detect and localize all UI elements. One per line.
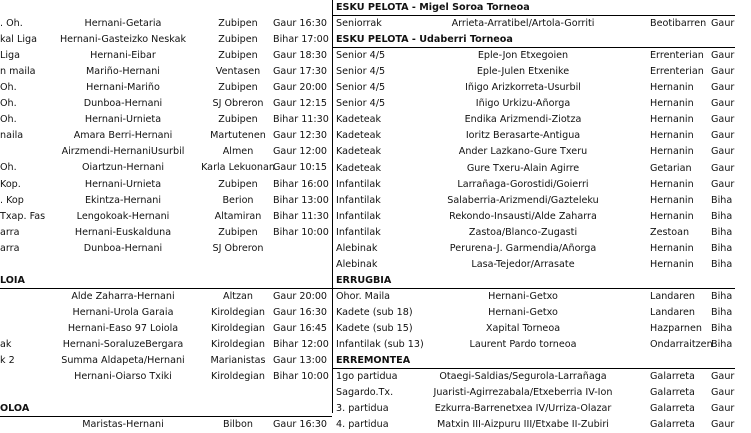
cell-time: Gaur 12:00 xyxy=(273,146,328,157)
cell-venue: SJ Obreron xyxy=(212,243,264,254)
cell-time: Biha xyxy=(711,243,733,254)
cell-cat: . Kop xyxy=(0,195,24,206)
cell-time: Bihar 17:00 xyxy=(273,34,329,45)
cell-match: Hernani-Getxo xyxy=(488,291,558,302)
cell-cat: Senior 4/5 xyxy=(336,82,386,93)
cell-match: Maristas-Hernani xyxy=(82,419,164,430)
cell-cat: 3. partidua xyxy=(336,403,389,414)
right-table-row xyxy=(0,16,735,32)
cell-match: Mariño-Hernani xyxy=(86,66,160,77)
cell-cat: Oh. xyxy=(0,98,17,109)
right-table-row xyxy=(0,257,735,273)
right-table-row xyxy=(0,48,735,64)
cell-venue: Galarreta xyxy=(650,371,695,382)
cell-venue: Hernanin xyxy=(650,211,694,222)
cell-time: Gaur 20:00 xyxy=(273,82,328,93)
cell-venue: Hernanin xyxy=(650,179,694,190)
cell-time: Biha xyxy=(711,339,733,350)
cell-match: Eple-Jon Etxegoien xyxy=(477,50,569,61)
cell-venue: Bilbon xyxy=(223,419,253,430)
cell-match: Gure Txeru-Alain Agirre xyxy=(466,163,580,174)
cell-time: Gaur xyxy=(711,146,735,157)
cell-time: Biha xyxy=(711,195,733,206)
cell-venue: Errenterian xyxy=(650,66,704,77)
cell-match: Dunboa-Hernani xyxy=(83,98,163,109)
cell-cat: Seniorrak xyxy=(336,18,382,29)
cell-match: Rekondo-Insausti/Alde Zaharra xyxy=(449,211,597,222)
cell-venue: Hernanin xyxy=(650,98,694,109)
cell-time: Gaur xyxy=(711,179,735,190)
cell-cat: Liga xyxy=(0,50,20,61)
cell-match: Iñigo Arizkorreta-Usurbil xyxy=(465,82,581,93)
cell-time: Bihar 10:00 xyxy=(273,227,329,238)
right-table-row xyxy=(0,385,735,401)
cell-match: Arrieta-Arratibel/Artola-Gorriti xyxy=(451,18,595,29)
cell-match: Salaberria-Arizmendi/Gazteleku xyxy=(447,195,599,206)
cell-time: Gaur 16:30 xyxy=(273,419,328,430)
cell-venue: Hernanin xyxy=(650,259,694,270)
cell-venue: Almen xyxy=(222,146,254,157)
cell-match: Xapital Torneoa xyxy=(485,323,561,334)
cell-time: Gaur 16:30 xyxy=(273,18,328,29)
cell-match: Hernani-Urnieta xyxy=(84,179,162,190)
cell-match: Hernani-Urola Garaia xyxy=(72,307,174,318)
cell-time: Gaur xyxy=(711,130,735,141)
cell-cat: n maila xyxy=(0,66,36,77)
cell-venue: Hazparnen xyxy=(650,323,702,334)
cell-venue: Kiroldegian xyxy=(211,307,265,318)
cell-venue: SJ Obreron xyxy=(212,98,264,109)
cell-match: Perurena-J. Garmendia/Añorga xyxy=(449,243,597,254)
cell-venue: Hernanin xyxy=(650,243,694,254)
cell-match: Lengokoak-Hernani xyxy=(76,211,170,222)
cell-cat: kal Liga xyxy=(0,34,37,45)
cell-match: Hernani-Getxo xyxy=(488,307,558,318)
cell-match: Amara Berri-Hernani xyxy=(73,130,173,141)
cell-time: Bihar 16:00 xyxy=(273,179,329,190)
cell-venue: Galarreta xyxy=(650,403,695,414)
cell-venue: Zubipen xyxy=(218,179,258,190)
cell-cat: arra xyxy=(0,227,20,238)
cell-time: Gaur 17:30 xyxy=(273,66,328,77)
right-table-row xyxy=(0,144,735,160)
cell-cat: Kadeteak xyxy=(336,130,382,141)
cell-cat: ak xyxy=(0,339,12,350)
cell-match: Hernani-Euskalduna xyxy=(74,227,172,238)
cell-venue: Zubipen xyxy=(218,227,258,238)
cell-cat: Txap. Fas xyxy=(0,211,46,222)
cell-match: Laurent Pardo torneoa xyxy=(469,339,577,350)
right-table-row xyxy=(0,128,735,144)
cell-cat: Kadeteak xyxy=(336,163,382,174)
cell-time: Gaur 16:30 xyxy=(273,307,328,318)
cell-match: Dunboa-Hernani xyxy=(83,243,163,254)
cell-venue: Altamiran xyxy=(214,211,262,222)
cell-time: Gaur xyxy=(711,163,735,174)
cell-venue: Hernanin xyxy=(650,146,694,157)
cell-venue: Hernanin xyxy=(650,130,694,141)
cell-match: Ekintza-Hernani xyxy=(84,195,162,206)
cell-cat: Kadete (sub 18) xyxy=(336,307,413,318)
cell-match: Oiartzun-Hernani xyxy=(81,162,165,173)
cell-match: Juaristi-Agirrezabala/Etxeberria IV-Ion xyxy=(433,387,613,398)
right-section-header xyxy=(0,32,735,48)
right-table-row xyxy=(0,161,735,177)
cell-match: Ander Lazkano-Gure Txeru xyxy=(458,146,588,157)
cell-venue: Beotibarren xyxy=(650,18,707,29)
cell-venue: Hernanin xyxy=(650,114,694,125)
cell-cat: Senior 4/5 xyxy=(336,98,386,109)
cell-cat: Infantilak xyxy=(336,211,381,222)
cell-venue: Kiroldegian xyxy=(211,339,265,350)
right-table-row xyxy=(0,177,735,193)
section-title: ERREMONTEA xyxy=(336,355,411,366)
right-section-header xyxy=(0,0,735,16)
cell-time: Biha xyxy=(711,227,733,238)
cell-match: Ioritz Berasarte-Antigua xyxy=(465,130,581,141)
cell-venue: Ondarraitzen xyxy=(650,339,713,350)
cell-venue: Kiroldegian xyxy=(211,371,265,382)
right-table-row xyxy=(0,96,735,112)
cell-time: Gaur xyxy=(711,50,735,61)
right-table-row xyxy=(0,64,735,80)
cell-venue: Zubipen xyxy=(218,114,258,125)
cell-match: Ezkurra-Barrenetxea IV/Urriza-Olazar xyxy=(434,403,612,414)
cell-cat: Kadeteak xyxy=(336,114,382,125)
cell-time: Bihar 11:30 xyxy=(273,211,329,222)
cell-venue: Zubipen xyxy=(218,34,258,45)
cell-cat: k 2 xyxy=(0,355,15,366)
section-title: ESKU PELOTA - Udaberri Torneoa xyxy=(336,34,513,45)
cell-cat: Infantilak (sub 13) xyxy=(336,339,424,350)
cell-venue: Galarreta xyxy=(650,419,695,430)
right-table-row xyxy=(0,305,735,321)
cell-venue: Altzan xyxy=(223,291,253,302)
cell-cat: Infantilak xyxy=(336,179,381,190)
cell-cat: Ohor. Maila xyxy=(336,291,391,302)
right-table-row xyxy=(0,337,735,353)
cell-time: Gaur xyxy=(711,98,735,109)
section-title: OLOA xyxy=(0,403,30,414)
cell-time: Biha xyxy=(711,307,733,318)
cell-match: Hernani-Urnieta xyxy=(84,114,162,125)
cell-match: Hernani-Easo 97 Loiola xyxy=(67,323,179,334)
cell-match: Airzmendi-HernaniUsurbil xyxy=(61,146,185,157)
cell-time: Gaur xyxy=(711,419,735,430)
cell-time: Bihar 11:30 xyxy=(273,114,329,125)
cell-time: Gaur xyxy=(711,403,735,414)
cell-time: Biha xyxy=(711,291,733,302)
cell-cat: Senior 4/5 xyxy=(336,66,386,77)
cell-cat: Sagardo.Tx. xyxy=(336,387,394,398)
right-table-row xyxy=(0,417,735,433)
right-section-header xyxy=(0,353,735,369)
cell-time: Biha xyxy=(711,323,733,334)
cell-venue: Getarian xyxy=(650,163,692,174)
cell-venue: Galarreta xyxy=(650,387,695,398)
cell-match: Alde Zaharra-Hernani xyxy=(71,291,175,302)
cell-time: Gaur xyxy=(711,371,735,382)
cell-venue: Zubipen xyxy=(218,82,258,93)
section-title: ERRUGBIA xyxy=(336,275,392,286)
cell-match: Larrañaga-Gorostidi/Goierri xyxy=(457,179,589,190)
cell-venue: Zestoan xyxy=(650,227,690,238)
cell-venue: Ventasen xyxy=(215,66,261,77)
right-table-row xyxy=(0,321,735,337)
cell-match: Hernani-Mariño xyxy=(86,82,160,93)
cell-match: Eple-Julen Etxenike xyxy=(476,66,570,77)
cell-match: Zastoa/Blanco-Zugasti xyxy=(468,227,578,238)
right-table-row xyxy=(0,401,735,417)
cell-venue: Hernanin xyxy=(650,82,694,93)
cell-time: Gaur 18:30 xyxy=(273,50,328,61)
cell-match: Endika Arizmendi-Ziotza xyxy=(464,114,582,125)
cell-cat: 1go partidua xyxy=(336,371,398,382)
cell-time: Bihar 12:00 xyxy=(273,339,329,350)
cell-time: Biha xyxy=(711,211,733,222)
cell-venue: Marianistas xyxy=(210,355,266,366)
cell-venue: Errenterian xyxy=(650,50,704,61)
cell-time: Gaur xyxy=(711,66,735,77)
cell-cat: Oh. xyxy=(0,114,17,125)
cell-match: Hernani-Gasteizko Neskak xyxy=(59,34,187,45)
cell-cat: Oh. xyxy=(0,82,17,93)
cell-time: Gaur xyxy=(711,114,735,125)
cell-cat: Kop. xyxy=(0,179,21,190)
cell-venue: Kiroldegian xyxy=(211,323,265,334)
right-table-row xyxy=(0,80,735,96)
cell-cat: Infantilak xyxy=(336,195,381,206)
cell-cat: Kadeteak xyxy=(336,146,382,157)
right-table-row xyxy=(0,241,735,257)
cell-venue: Hernanin xyxy=(650,195,694,206)
cell-time: Gaur xyxy=(711,82,735,93)
cell-match: Iñigo Urkizu-Añorga xyxy=(475,98,571,109)
cell-venue: Berion xyxy=(222,195,254,206)
cell-venue: Landaren xyxy=(650,307,695,318)
cell-time: Gaur 12:15 xyxy=(273,98,328,109)
cell-venue: Zubipen xyxy=(218,50,258,61)
cell-time: Gaur 12:30 xyxy=(273,130,328,141)
cell-time: Gaur xyxy=(711,18,735,29)
cell-time: Biha xyxy=(711,259,733,270)
section-title: ESKU PELOTA - Migel Soroa Torneoa xyxy=(336,2,530,13)
cell-match: Hernani-Eibar xyxy=(90,50,156,61)
cell-cat: Kadete (sub 15) xyxy=(336,323,413,334)
cell-match: Hernani-Oiarso Txiki xyxy=(74,371,172,382)
cell-venue: Martutenen xyxy=(210,130,266,141)
cell-match: Matxin III-Aizpuru III/Etxabe II-Zubiri xyxy=(437,419,609,430)
right-table-row xyxy=(0,193,735,209)
cell-cat: Oh. xyxy=(0,162,17,173)
right-table-row xyxy=(0,289,735,305)
cell-cat: naila xyxy=(0,130,24,141)
cell-time: Bihar 13:00 xyxy=(273,195,329,206)
cell-time: Gaur xyxy=(711,387,735,398)
cell-match: Summa Aldapeta/Hernani xyxy=(61,355,185,366)
section-title: LOIA xyxy=(0,275,25,286)
cell-cat: arra xyxy=(0,243,20,254)
right-table-row xyxy=(0,225,735,241)
cell-time: Gaur 13:00 xyxy=(273,355,328,366)
cell-cat: . Oh. xyxy=(0,18,23,29)
cell-cat: Senior 4/5 xyxy=(336,50,386,61)
cell-cat: Infantilak xyxy=(336,227,381,238)
right-table-row xyxy=(0,209,735,225)
cell-cat: Alebinak xyxy=(336,259,378,270)
cell-match: Otaegi-Saldias/Segurola-Larrañaga xyxy=(439,371,607,382)
right-table-row xyxy=(0,369,735,385)
cell-time: Gaur 20:00 xyxy=(273,291,328,302)
cell-venue: Landaren xyxy=(650,291,695,302)
cell-venue: Karla Lekuonan xyxy=(201,162,275,173)
cell-match: Lasa-Tejedor/Arrasate xyxy=(471,259,575,270)
cell-match: Hernani-Getaria xyxy=(84,18,162,29)
cell-time: Gaur 16:45 xyxy=(273,323,328,334)
right-section-header xyxy=(0,273,735,289)
cell-cat: 4. partidua xyxy=(336,419,389,430)
cell-match: Hernani-SoraluzeBergara xyxy=(62,339,184,350)
cell-time: Gaur 10:15 xyxy=(273,162,328,173)
cell-venue: Zubipen xyxy=(218,18,258,29)
cell-cat: Alebinak xyxy=(336,243,378,254)
right-table-row xyxy=(0,112,735,128)
cell-time: Bihar 10:00 xyxy=(273,371,329,382)
